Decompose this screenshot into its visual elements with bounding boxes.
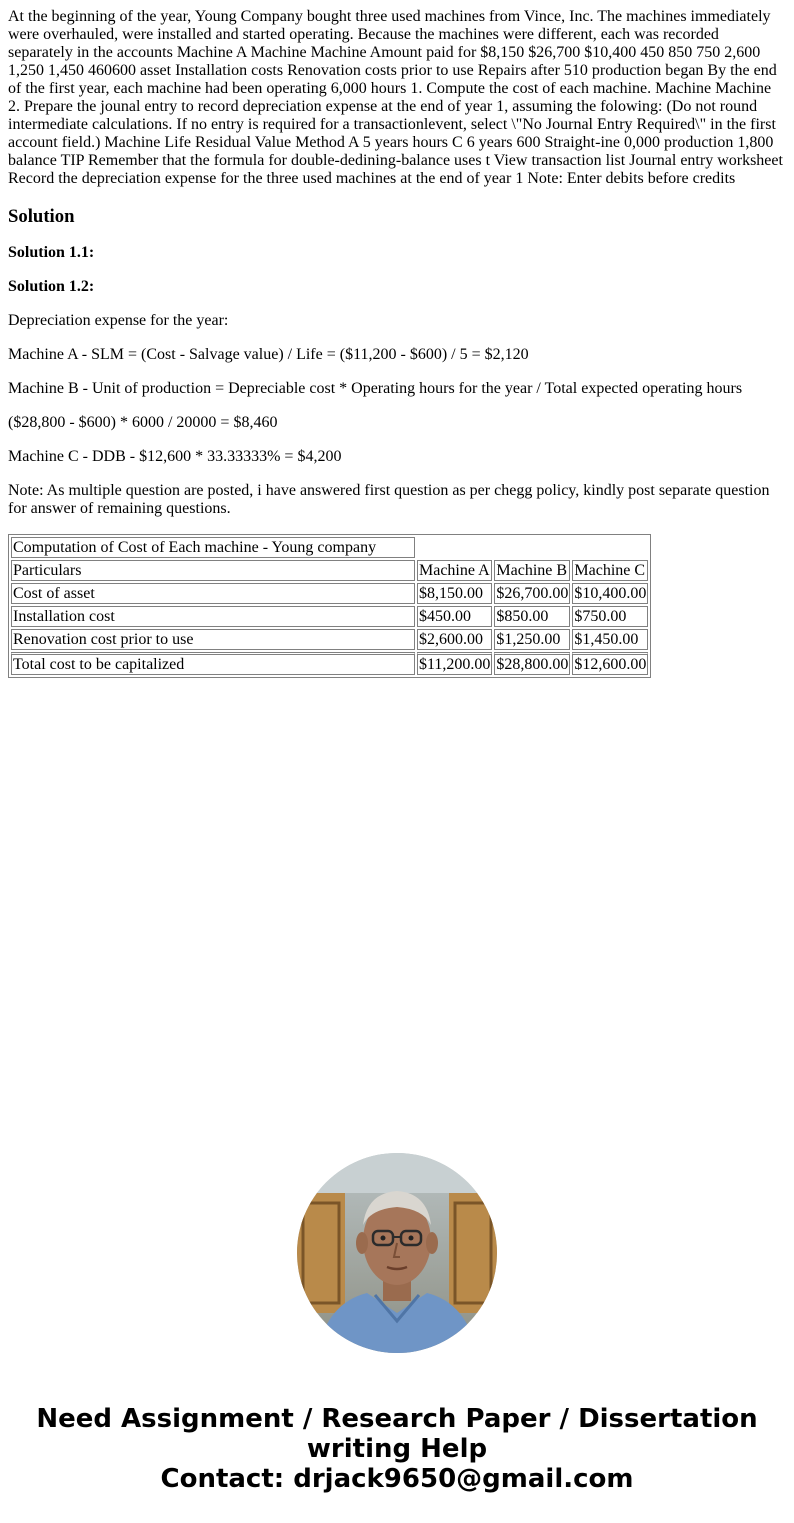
row-label: Cost of asset [11,583,415,604]
solution-1-2-heading: Solution 1.2: [8,278,95,295]
cell-machine-a: $2,600.00 [417,629,492,650]
table-row [11,583,648,604]
cell-machine-a: $8,150.00 [417,583,492,604]
machine-b-line: Machine B - Unit of production = Depreciable cost * Operating hours for the year / Total expected operating hours [8,380,743,397]
policy-note: Note: As multiple question are posted, i have answered first question as per chegg policy, kindly post separate question for answer of remaining questions. [8,482,770,517]
avatar [297,1153,497,1353]
total-machine-a: $11,200.00 [417,652,492,675]
cell-machine-c: $750.00 [572,606,648,627]
cell-machine-b: $850.00 [494,606,570,627]
table-header-row [11,560,648,581]
header-particulars: Particulars [11,560,415,581]
document-body [0,0,794,678]
solution-1-1-heading: Solution 1.1: [8,244,95,261]
cost-computation-table [8,534,651,678]
header-machine-b: Machine B [494,560,570,581]
machine-c-line: Machine C - DDB - $12,600 * 33.33333% = $4,200 [8,448,342,465]
solution-heading: Solution [8,206,75,227]
table-row [11,606,648,627]
depreciation-intro: Depreciation expense for the year: [8,312,229,329]
machine-b-calculation: ($28,800 - $600) * 6000 / 20000 = $8,460 [8,414,278,431]
cell-machine-c: $10,400.00 [574,585,647,602]
promo-line-help: Need Assignment / Research Paper / Dissertation writing Help [36,1404,758,1464]
promo-line-contact: Contact: drjack9650@gmail.com [160,1464,634,1494]
row-label: Installation cost [11,606,415,627]
promo-banner [0,1404,794,1494]
table-title: Computation of Cost of Each machine - Young company [11,537,415,558]
total-label: Total cost to be capitalized [11,652,415,675]
total-machine-b: $28,800.00 [494,652,570,675]
cell-machine-b: $26,700.00 [496,585,569,602]
table-title-row [11,537,648,558]
row-label: Renovation cost prior to use [11,629,415,650]
header-machine-a: Machine A [417,560,492,581]
table-row [11,629,648,650]
cell-machine-b: $1,250.00 [494,629,570,650]
question-text: At the beginning of the year, Young Company bought three used machines from Vince, Inc. The machines immediately were overhauled, were installed and started operating. Because the machines were different, each was recorded separately in the accounts Machine A Machine Machine Amount paid for $8,150 $26,700 $10,400 450 850 750 2,600 1,250 1,450 460600 asset Installation costs Renovation costs prior to use Repairs after 510 production began By the end of the first year, each machine had been operating 6,000 hours 1. Compute the cost of each machine. Machine Machine 2. Prepare the jounal entry to record depreciation expense at the end of year 1, assuming the folowing: (Do not round intermediate calculations. If no entry is required for a transactionlevent, select \"No Journal Entry Required\" in the first account field.) Machine Life Residual Value Method A 5 years hours C 6 years 600 Straight-ine 0,000 production 1,800 balance TIP Remember that the formula for double-dedining-balance uses t View transaction list Journal entry worksheet Record the depreciation expense for the three used machines at the end of year 1 Note: Enter debits before credits [8,8,783,187]
cell-machine-a: $450.00 [417,606,492,627]
table-total-row [11,652,648,675]
cell-machine-c: $1,450.00 [572,629,648,650]
header-machine-c: Machine C [572,560,648,581]
tutor-portrait-icon [297,1153,497,1353]
total-machine-c: $12,600.00 [572,652,648,675]
machine-a-line: Machine A - SLM = (Cost - Salvage value) / Life = ($11,200 - $600) / 5 = $2,120 [8,346,529,363]
